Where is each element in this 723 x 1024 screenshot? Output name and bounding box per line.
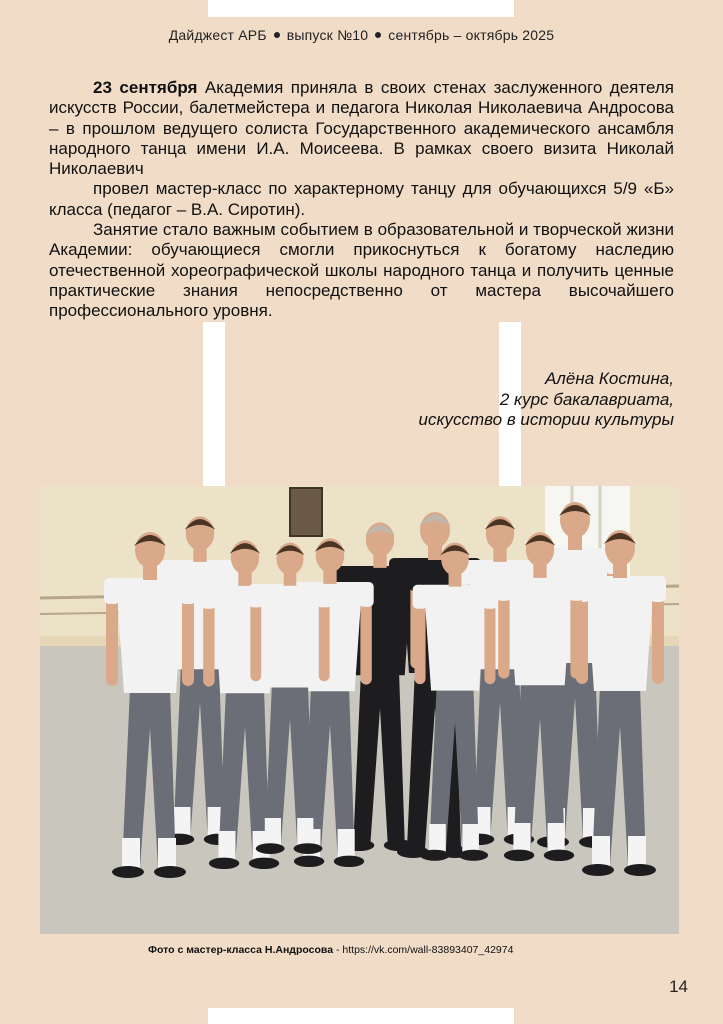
author-program: искусство в истории культуры xyxy=(418,410,674,429)
bullet-icon xyxy=(274,32,280,38)
bullet-icon xyxy=(375,32,381,38)
decor-strip-left xyxy=(203,322,225,486)
photo-caption xyxy=(148,944,513,956)
caption-link[interactable]: https://vk.com/wall-83893407_42974 xyxy=(342,944,514,956)
decor-strip-bottom xyxy=(208,1008,514,1024)
author-name: Алёна Костина, xyxy=(544,369,674,388)
article-paragraph xyxy=(49,78,674,179)
article-text xyxy=(49,78,674,322)
article-paragraph-text: Академия приняла в своих стенах заслуженного деятеля искусств России, балетмейстера и педагога Николая Николаевича Андросова – в прошлом ведущего солиста Государственного академического ансамбля народного танца имени И.А. Моисеева. В рамках своего визита Николай Николаевич xyxy=(49,78,674,179)
author-course: 2 курс бакалавриата, xyxy=(499,389,674,409)
header-period: сентябрь – октябрь 2025 xyxy=(388,27,555,43)
decor-strip-top xyxy=(208,0,514,17)
page-number: 14 xyxy=(669,977,688,996)
caption-title: Фото с мастер-класса Н.Андросова xyxy=(148,944,334,956)
group-photo-illustration xyxy=(40,486,679,934)
header-title: Дайджест АРБ xyxy=(168,27,267,43)
article-paragraph: провел мастер-класс по характерному танцу для обучающихся 5/9 «Б» класса (педагог – В.А. Сиротин). xyxy=(49,179,674,219)
author-signature xyxy=(294,369,674,431)
digest-header xyxy=(0,27,723,43)
masterclass-photo xyxy=(40,486,679,934)
caption-separator: - xyxy=(333,944,343,956)
header-issue: выпуск №10 xyxy=(286,27,369,43)
article-date: 23 сентября xyxy=(93,78,198,97)
article-paragraph: Занятие стало важным событием в образовательной и творческой жизни Академии: обучающиеся смогли прикоснуться к богатому наследию отечественной хореографической школы народного танца и получить ценные практические знания непосредственно от мастера высочайшего профессионального уровня. xyxy=(49,220,674,321)
